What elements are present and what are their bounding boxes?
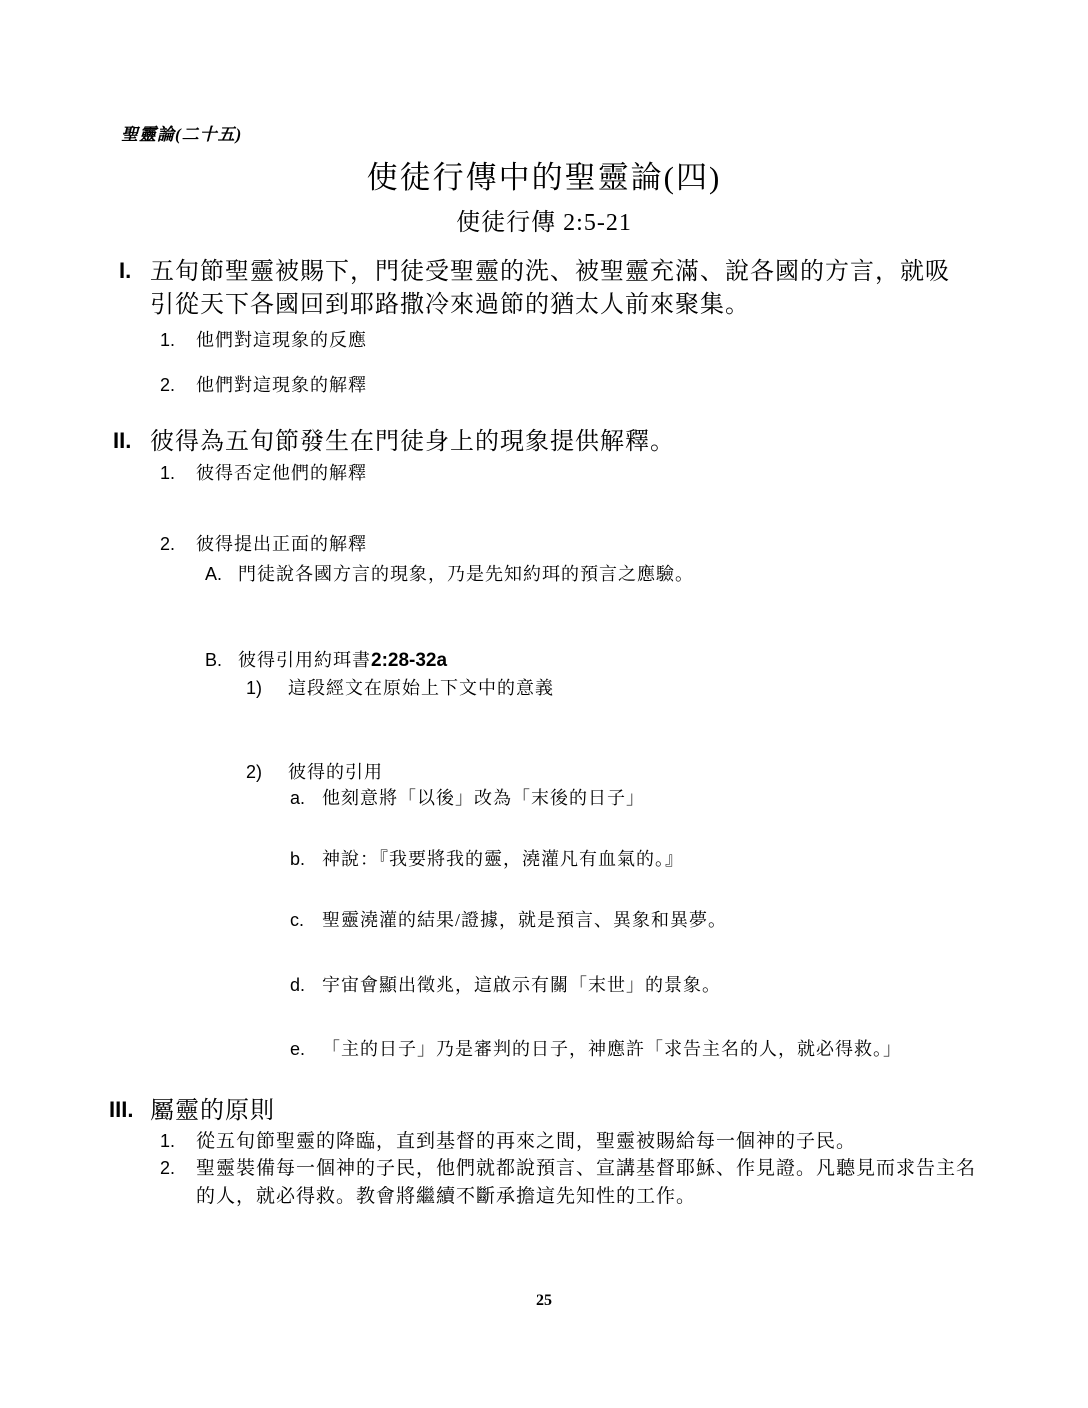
item-e-text: 「主的日子」乃是審判的日子，神應許「求告主名的人，就必得救。」 [322, 1039, 902, 1059]
item-a [290, 784, 645, 812]
section-i-marker: I. [119, 258, 132, 283]
running-header: 聖靈論(二十五) [121, 125, 243, 144]
item-ii-2-B-1 [246, 674, 554, 702]
item-ii-2-A-text: 門徒說各國方言的現象，乃是先知約珥的預言之應驗。 [238, 564, 694, 584]
item-a-marker: a. [290, 788, 306, 808]
page-subtitle: 使徒行傳 2:5-21 [456, 210, 632, 236]
item-c-text: 聖靈澆灌的結果/證據，就是預言、異象和異夢。 [322, 910, 727, 930]
item-ii-2-B-scripture-ref: 2:28-32a [371, 650, 448, 671]
item-i-1 [160, 326, 367, 354]
section-ii-heading: 彼得為五旬節發生在門徒身上的現象提供解釋。 [150, 429, 675, 455]
section-iii-heading: 屬靈的原則 [150, 1098, 275, 1124]
page-title: 使徒行傳中的聖靈論(四) [366, 160, 722, 195]
item-i-2 [160, 371, 367, 399]
item-ii-2-B [205, 646, 447, 674]
item-ii-2-B-1-marker: 1) [246, 678, 263, 698]
item-ii-2-marker: 2. [160, 534, 176, 554]
item-ii-2-B-marker: B. [205, 650, 223, 670]
item-d-marker: d. [290, 975, 306, 995]
item-ii-2-B-2-text: 彼得的引用 [288, 762, 383, 782]
item-ii-1 [160, 459, 367, 487]
item-d-text: 宇宙會顯出徵兆，這啟示有關「末世」的景象。 [322, 975, 721, 995]
section-ii-marker: II. [113, 428, 132, 453]
item-e [290, 1035, 902, 1063]
section-i-heading: 五旬節聖靈被賜下，門徒受聖靈的洗、被聖靈充滿、說各國的方言，就吸引從天下各國回到耶路撒冷來過節的猶太人前來聚集。 [150, 259, 950, 318]
item-iii-2-text: 聖靈裝備每一個神的子民，他們就都說預言、宣講基督耶穌、作見證。凡聽見而求告主名的人，就必得救。教會將繼續不斷承擔這先知性的工作。 [196, 1158, 977, 1207]
item-ii-2-B-1-text: 這段經文在原始上下文中的意義 [288, 678, 554, 698]
item-d [290, 971, 721, 999]
item-e-marker: e. [290, 1039, 306, 1059]
item-ii-2 [160, 530, 367, 558]
item-ii-1-marker: 1. [160, 463, 176, 483]
item-ii-2-B-2 [246, 758, 383, 786]
page-number: 25 [536, 1292, 552, 1309]
item-i-1-marker: 1. [160, 330, 176, 350]
item-i-2-text: 他們對這現象的解釋 [196, 375, 367, 395]
item-iii-1-text: 從五旬節聖靈的降臨，直到基督的再來之間，聖靈被賜給每一個神的子民。 [196, 1131, 857, 1152]
item-i-2-marker: 2. [160, 375, 176, 395]
item-ii-2-text: 彼得提出正面的解釋 [196, 534, 367, 554]
item-b-text: 神說：『我要將我的靈，澆灌凡有血氣的。』 [322, 849, 684, 869]
item-a-text: 他刻意將「以後」改為「末後的日子」 [322, 788, 645, 808]
item-ii-2-A-marker: A. [205, 564, 223, 584]
item-c [290, 906, 727, 934]
item-iii-1-marker: 1. [160, 1131, 176, 1151]
item-iii-2 [160, 1155, 986, 1211]
item-ii-2-B-text: 彼得引用約珥書 [238, 650, 371, 670]
item-ii-2-A [205, 560, 694, 588]
item-b [290, 845, 684, 873]
item-iii-1 [160, 1128, 856, 1156]
item-c-marker: c. [290, 910, 305, 930]
item-iii-2-marker: 2. [160, 1158, 176, 1178]
item-ii-2-B-2-marker: 2) [246, 762, 263, 782]
item-i-1-text: 他們對這現象的反應 [196, 330, 367, 350]
item-ii-1-text: 彼得否定他們的解釋 [196, 463, 367, 483]
section-iii-marker: III. [109, 1097, 134, 1122]
item-b-marker: b. [290, 849, 306, 869]
